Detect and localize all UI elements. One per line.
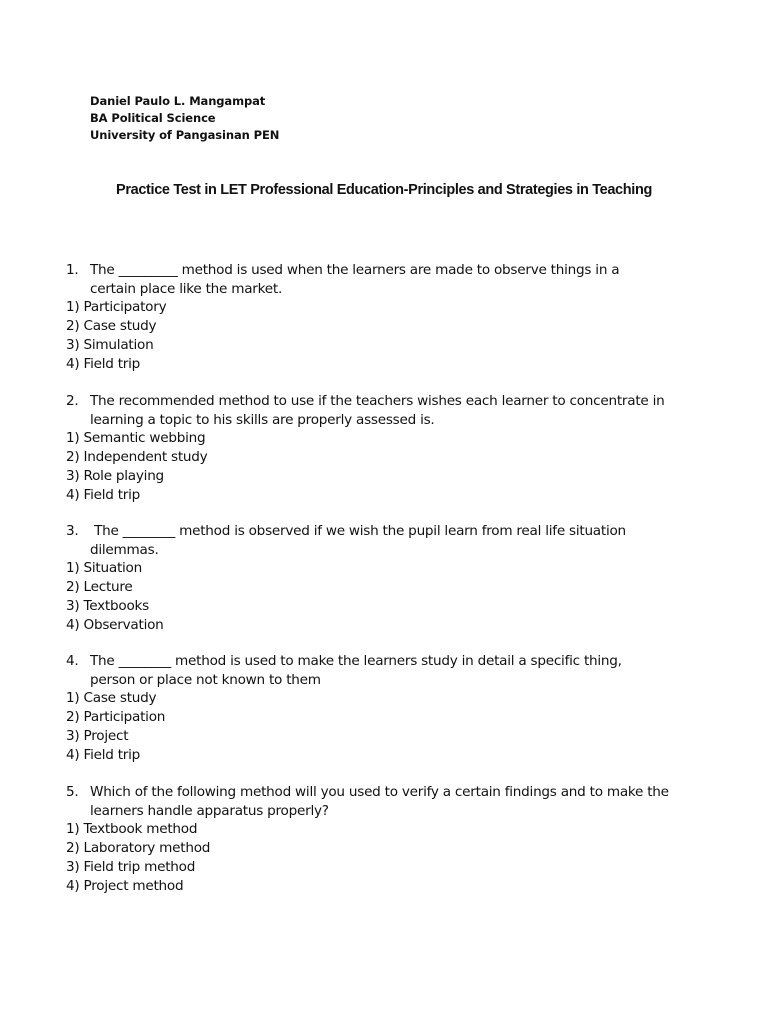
answer-option: 2) Laboratory method — [66, 840, 211, 857]
question-number: 5. — [66, 784, 79, 800]
answer-options — [66, 298, 706, 373]
answer-option: 4) Field trip — [66, 486, 141, 503]
question-text-line: The recommended method to use if the teachers wishes each learner to concentrate in — [90, 393, 665, 409]
answer-option: 4) Project method — [66, 877, 184, 894]
question-text-line: learning a topic to his skills are properly assessed is. — [90, 411, 435, 428]
question-number: 2. — [66, 393, 79, 409]
answer-option: 1) Semantic webbing — [66, 430, 206, 447]
answer-option: 2) Case study — [66, 318, 157, 335]
answer-option: 3) Role playing — [66, 467, 164, 484]
question-5 — [66, 783, 706, 895]
question-text-line: The _________ method is used when the learners are made to observe things in a — [90, 262, 620, 278]
answer-options — [66, 429, 706, 504]
question-number: 1. — [66, 262, 79, 278]
answer-options — [66, 689, 706, 764]
question-text-line: learners handle apparatus properly? — [90, 802, 329, 819]
answer-option: 1) Participatory — [66, 299, 167, 316]
answer-option: 1) Case study — [66, 690, 157, 707]
author-block — [90, 93, 279, 144]
question-number: 4. — [66, 653, 79, 669]
answer-option: 1) Situation — [66, 560, 142, 577]
answer-option: 3) Project — [66, 727, 129, 744]
question-text-line: Which of the following method will you used to verify a certain findings and to make the — [90, 784, 669, 800]
answer-option: 4) Field trip — [66, 355, 141, 372]
question-text-line: The ________ method is used to make the learners study in detail a specific thing, — [90, 653, 622, 669]
author-school: University of Pangasinan PEN — [90, 128, 280, 142]
question-text-line: dilemmas. — [90, 541, 159, 558]
question-number: 3. — [66, 523, 79, 539]
question-1 — [66, 261, 706, 373]
answer-option: 2) Independent study — [66, 449, 208, 466]
question-text-line: person or place not known to them — [90, 671, 321, 688]
answer-option: 4) Field trip — [66, 746, 141, 763]
question-text-line: The ________ method is observed if we wish the pupil learn from real life situation — [90, 523, 626, 539]
question-3 — [66, 522, 706, 634]
question-4 — [66, 652, 706, 764]
answer-option: 2) Lecture — [66, 579, 133, 596]
author-program: BA Political Science — [90, 111, 216, 125]
question-2 — [66, 392, 706, 504]
answer-option: 1) Textbook method — [66, 821, 198, 838]
answer-option: 3) Textbooks — [66, 597, 149, 614]
question-text-line: certain place like the market. — [90, 280, 283, 297]
answer-option: 4) Observation — [66, 616, 164, 633]
author-name: Daniel Paulo L. Mangampat — [90, 94, 266, 108]
document-title: Practice Test in LET Professional Education-Principles and Strategies in Teaching — [116, 182, 652, 198]
answer-options — [66, 559, 706, 634]
answer-option: 3) Field trip method — [66, 858, 196, 875]
answer-option: 2) Participation — [66, 709, 166, 726]
answer-option: 3) Simulation — [66, 336, 154, 353]
answer-options — [66, 820, 706, 895]
